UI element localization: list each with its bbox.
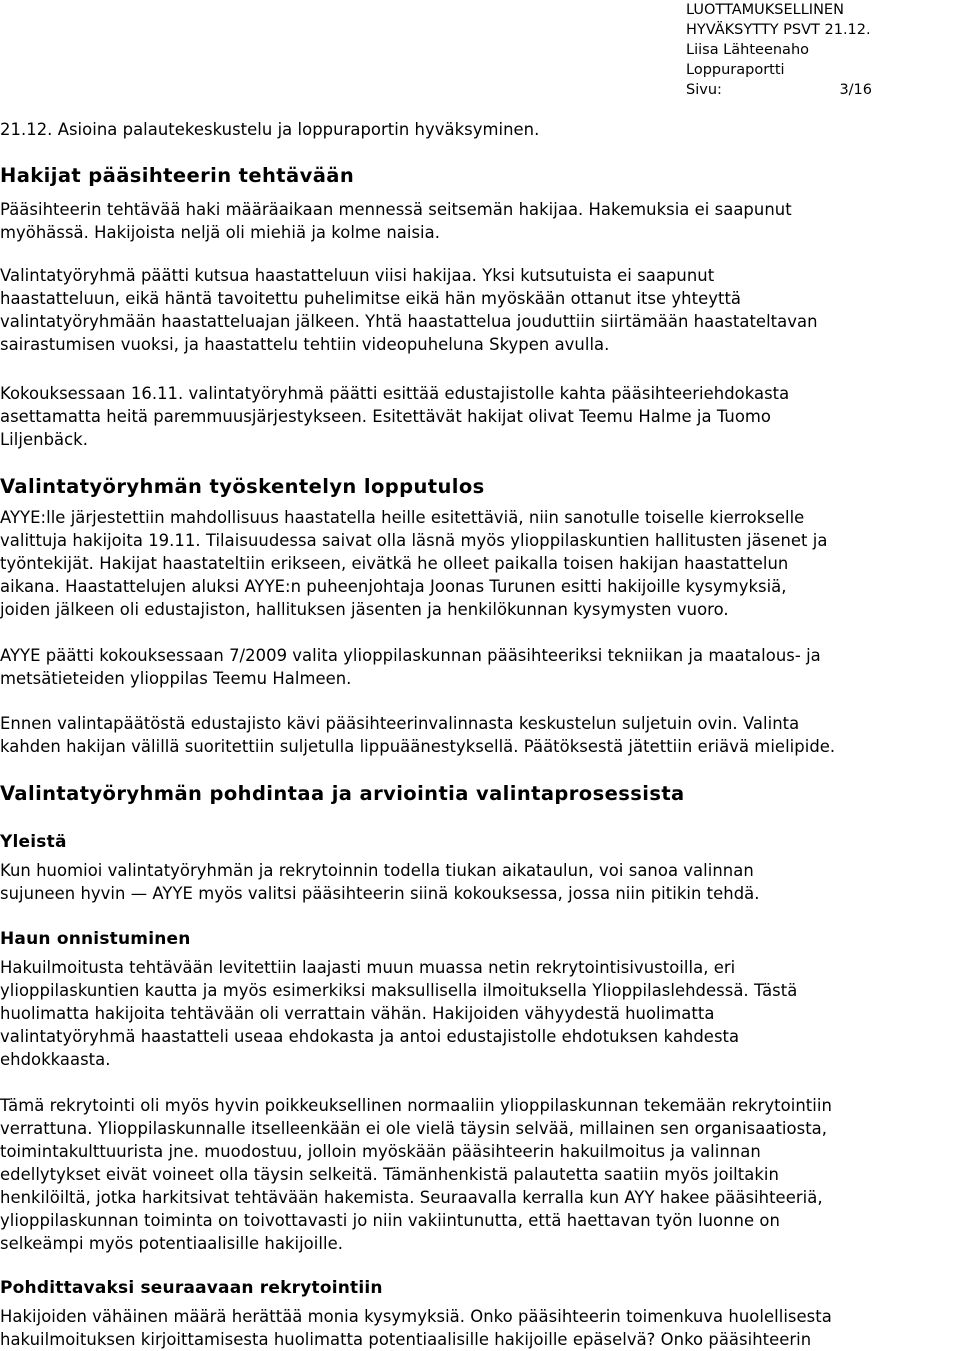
text-line: toimintakulttuurista jne. muodostuu, jolloin myöskään pääsihteerin hakuilmoitus ja valinnan (0, 1142, 761, 1161)
text-line: edellytykset eivät voineet olla täysin selkeitä. Tämänhenkistä palautetta saatiin myös joiltakin (0, 1165, 779, 1184)
section-heading: Valintatyöryhmän työskentelyn lopputulos (0, 475, 485, 498)
text-line: verrattuna. Ylioppilaskunnalle itselleenkään ei ole vielä täysin selvää, millainen sen organisaatiosta, (0, 1119, 828, 1138)
paragraph-decision (0, 644, 960, 690)
document-type: Loppuraportti (686, 62, 785, 78)
text-line: AYYE päätti kokouksessaan 7/2009 valita ylioppilaskunnan pääsihteeriksi tekniikan ja maatalous- ja (0, 646, 821, 665)
text-line: huolimatta hakijoita tehtävään oli verrattain vähän. Hakijoiden vähyydestä huolimatta (0, 1004, 715, 1023)
text-line: asettamatta heitä paremmuusjärjestykseen. Esitettävät hakijat olivat Teemu Halme ja Tuomo (0, 407, 771, 426)
page-header (686, 0, 872, 100)
paragraph-vote (0, 712, 960, 758)
text-line: Tämä rekrytointi oli myös hyvin poikkeuksellinen normaaliin ylioppilaskunnan tekemään rekrytointiin (0, 1096, 832, 1115)
page-value: 3/16 (839, 82, 872, 98)
text-line: ehdokkaasta. (0, 1050, 111, 1069)
text-line: ylioppilaskuntien kautta ja myös esimerkiksi maksullisella ilmoituksella Ylioppilaslehdessä. Tästä (0, 981, 798, 1000)
text-line: metsätieteiden ylioppilas Teemu Halmeen. (0, 669, 352, 688)
text-line: hakuilmoituksen kirjoittamisesta huolimatta potentiaalisille hakijoille epäselvä? Onko pääsihteerin (0, 1330, 812, 1349)
heading-pohdittavaksi (0, 1277, 960, 1300)
heading-haun (0, 928, 960, 951)
paragraph-interviews (0, 264, 960, 356)
paragraph-next-recruitment (0, 1305, 960, 1351)
heading-yleista (0, 831, 960, 854)
text-line: haastatteluun, eikä häntä tavoitettu puhelimitse eikä hän myöskään ottanut itse yhteyttä (0, 289, 742, 308)
text-line: sujuneen hyvin — AYYE myös valitsi pääsihteerin siinä kokouksessa, jossa niin pitikin tehdä. (0, 884, 760, 903)
paragraph-exceptional (0, 1094, 960, 1255)
text-line: Valintatyöryhmä päätti kutsua haastatteluun viisi hakijaa. Yksi kutsutuista ei saapunut (0, 266, 715, 285)
text-line: joiden jälkeen oli edustajiston, hallituksen jäsenten ja henkilökunnan kysymysten vuoro. (0, 600, 729, 619)
heading-pohdinta (0, 781, 960, 807)
text-line: valintatyöryhmään haastatteluajan jälkeen. Yhtä haastattelua jouduttiin siirtämään haastateltavan (0, 312, 818, 331)
text-line: AYYE:lle järjestettiin mahdollisuus haastatella heille esitettäviä, niin sanotulle toiselle kierrokselle (0, 508, 805, 527)
text-line: Hakijoiden vähäinen määrä herättää monia kysymyksiä. Onko pääsihteerin toimenkuva huolellisesta (0, 1307, 832, 1326)
confidentiality-label: LUOTTAMUKSELLINEN (686, 2, 844, 18)
text-line: sairastumisen vuoksi, ja haastattelu tehtiin videopuheluna Skypen avulla. (0, 335, 610, 354)
text-line: Liljenbäck. (0, 430, 88, 449)
text-line: Hakuilmoitusta tehtävään levitettiin laajasti muun muassa netin rekrytointisivustoilla, eri (0, 958, 736, 977)
paragraph-applicants (0, 198, 960, 244)
text-line: Ennen valintapäätöstä edustajisto kävi pääsihteerinvalinnasta keskustelun suljetuin ovin. Valinta (0, 714, 800, 733)
text-line: selkeämpi myös potentiaalisille hakijoille. (0, 1234, 343, 1253)
text-line: Pääsihteerin tehtävää haki määräaikaan mennessä seitsemän hakijaa. Hakemuksia ei saapunut (0, 200, 792, 219)
text-line: myöhässä. Hakijoista neljä oli miehiä ja kolme naisia. (0, 223, 441, 242)
page-number (686, 80, 872, 100)
section-heading: Valintatyöryhmän pohdintaa ja arviointia valintaprosessista (0, 782, 685, 805)
author-name: Liisa Lähteenaho (686, 42, 810, 58)
approval-label: HYVÄKSYTTY PSVT 21.12. (686, 22, 871, 38)
text-line: henkilöiltä, jotka harkitsivat tehtävään hakemista. Seuraavalla kerralla kun AYY hakee pääsihteeriä, (0, 1188, 823, 1207)
subsection-heading: Yleistä (0, 832, 67, 852)
intro-paragraph (0, 118, 960, 141)
text-line: työntekijät. Hakijat haastateltiin erikseen, eivätkä he olleet paikalla toisen hakijan haastattelun (0, 554, 789, 573)
subsection-heading: Haun onnistuminen (0, 929, 191, 949)
page-label: Sivu: (686, 82, 722, 98)
text-line: valintatyöryhmä haastatteli useaa ehdokasta ja antoi edustajistolle ehdotuksen kahdesta (0, 1027, 740, 1046)
heading-hakijat (0, 163, 960, 189)
paragraph-second-round (0, 506, 960, 621)
text-line: Kokouksessaan 16.11. valintatyöryhmä päätti esittää edustajistolle kahta pääsihteeriehdokasta (0, 384, 790, 403)
text-line: aikana. Haastattelujen aluksi AYYE:n puheenjohtaja Joonas Turunen esitti hakijoille kysymyksiä, (0, 577, 787, 596)
text-line: ylioppilaskunnan toiminta on toivottavasti jo niin vakiintunutta, että haettavan työn luonne on (0, 1211, 780, 1230)
heading-lopputulos (0, 474, 960, 500)
text-line: Kun huomioi valintatyöryhmän ja rekrytoinnin todella tiukan aikataulun, voi sanoa valinnan (0, 861, 754, 880)
section-heading: Hakijat pääsihteerin tehtävään (0, 164, 355, 187)
text-line: valittuja hakijoita 19.11. Tilaisuudessa saivat olla läsnä myös ylioppilaskuntien hallitusten jäsenet ja (0, 531, 828, 550)
paragraph-search-success (0, 956, 960, 1071)
text-line: kahden hakijan välillä suoritettiin suljetulla lippuäänestyksellä. Päätöksestä jätettiin eriävä mielipide. (0, 737, 836, 756)
subsection-heading: Pohdittavaksi seuraavaan rekrytointiin (0, 1278, 383, 1298)
paragraph-candidates (0, 382, 960, 451)
paragraph-general (0, 859, 960, 905)
text-line: 21.12. Asioina palautekeskustelu ja loppuraportin hyväksyminen. (0, 120, 540, 139)
